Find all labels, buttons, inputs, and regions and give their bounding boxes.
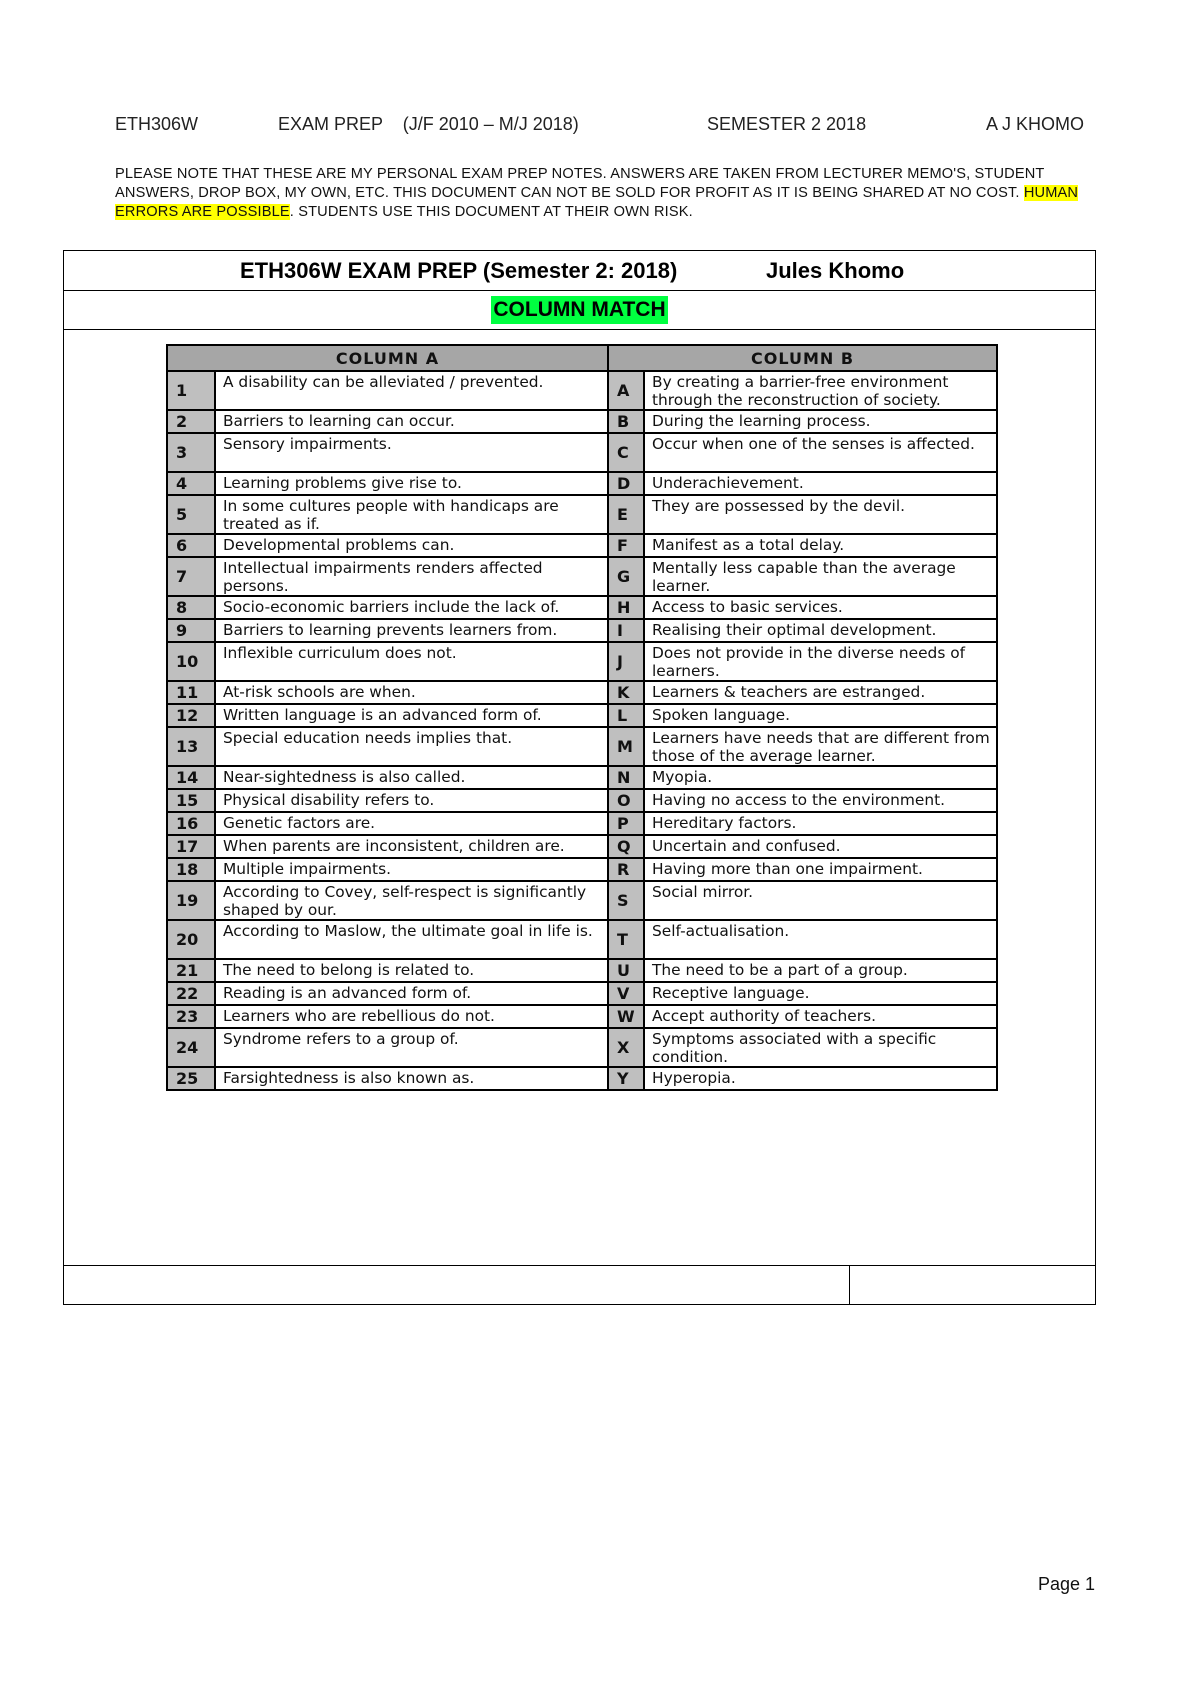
row-number: 12 xyxy=(167,704,215,727)
column-a-text: Physical disability refers to. xyxy=(215,789,608,812)
table-row xyxy=(167,596,997,619)
row-letter: K xyxy=(608,681,644,704)
row-letter: A xyxy=(608,371,644,410)
row-letter: M xyxy=(608,727,644,766)
row-letter: L xyxy=(608,704,644,727)
row-number: 23 xyxy=(167,1005,215,1028)
column-b-text: During the learning process. xyxy=(644,410,997,433)
column-a-text: Multiple impairments. xyxy=(215,858,608,881)
row-number: 18 xyxy=(167,858,215,881)
column-b-text: The need to be a part of a group. xyxy=(644,959,997,982)
notice-text-end: . STUDENTS USE THIS DOCUMENT AT THEIR OWN RISK. xyxy=(289,204,693,220)
column-a-text: According to Maslow, the ultimate goal in life is. xyxy=(215,920,608,959)
column-a-text: A disability can be alleviated / prevented. xyxy=(215,371,608,410)
column-b-text: Uncertain and confused. xyxy=(644,835,997,858)
column-b-text: Manifest as a total delay. xyxy=(644,534,997,557)
row-number: 21 xyxy=(167,959,215,982)
table-row xyxy=(167,789,997,812)
column-b-text: Learners & teachers are estranged. xyxy=(644,681,997,704)
column-b-text: Spoken language. xyxy=(644,704,997,727)
column-a-text: Written language is an advanced form of. xyxy=(215,704,608,727)
footer-divider xyxy=(849,1266,850,1305)
row-letter: Q xyxy=(608,835,644,858)
column-b-text: Hereditary factors. xyxy=(644,812,997,835)
row-letter: H xyxy=(608,596,644,619)
table-row xyxy=(167,727,997,766)
header-semester: SEMESTER 2 2018 xyxy=(707,114,867,134)
column-b-text: Self-actualisation. xyxy=(644,920,997,959)
row-number: 7 xyxy=(167,557,215,596)
row-letter: W xyxy=(608,1005,644,1028)
row-number: 14 xyxy=(167,766,215,789)
row-number: 6 xyxy=(167,534,215,557)
column-a-text: Near-sightedness is also called. xyxy=(215,766,608,789)
column-b-text: Having more than one impairment. xyxy=(644,858,997,881)
column-b-text: Symptoms associated with a specific condition. xyxy=(644,1028,997,1067)
row-letter: G xyxy=(608,557,644,596)
row-number: 16 xyxy=(167,812,215,835)
column-b-text: Learners have needs that are different from those of the average learner. xyxy=(644,727,997,766)
table-row xyxy=(167,495,997,534)
row-letter: D xyxy=(608,472,644,495)
column-a-text: Farsightedness is also known as. xyxy=(215,1067,608,1090)
row-letter: X xyxy=(608,1028,644,1067)
column-b-text: Hyperopia. xyxy=(644,1067,997,1090)
page-header xyxy=(115,114,1095,138)
column-a-text: Inflexible curriculum does not. xyxy=(215,642,608,681)
column-a-text: The need to belong is related to. xyxy=(215,959,608,982)
table-row xyxy=(167,472,997,495)
column-a-header: COLUMN A xyxy=(167,345,608,371)
table-row xyxy=(167,812,997,835)
box-author: Jules Khomo xyxy=(766,258,905,283)
row-letter: P xyxy=(608,812,644,835)
row-letter: I xyxy=(608,619,644,642)
table-row xyxy=(167,642,997,681)
table-row xyxy=(167,371,997,410)
row-letter: B xyxy=(608,410,644,433)
table-row xyxy=(167,881,997,920)
row-number: 19 xyxy=(167,881,215,920)
row-number: 9 xyxy=(167,619,215,642)
column-b-text: Access to basic services. xyxy=(644,596,997,619)
table-row xyxy=(167,982,997,1005)
table-row xyxy=(167,766,997,789)
box-title: ETH306W EXAM PREP (Semester 2: 2018) xyxy=(240,258,678,283)
row-number: 15 xyxy=(167,789,215,812)
column-a-text: Sensory impairments. xyxy=(215,433,608,472)
row-number: 17 xyxy=(167,835,215,858)
column-b-text: Having no access to the environment. xyxy=(644,789,997,812)
header-author: A J KHOMO xyxy=(986,114,1085,134)
column-a-text: Developmental problems can. xyxy=(215,534,608,557)
column-match-table xyxy=(166,344,998,1091)
row-letter: S xyxy=(608,881,644,920)
column-b-text: They are possessed by the devil. xyxy=(644,495,997,534)
column-b-text: Receptive language. xyxy=(644,982,997,1005)
row-letter: Y xyxy=(608,1067,644,1090)
row-letter: V xyxy=(608,982,644,1005)
column-a-text: Socio-economic barriers include the lack of. xyxy=(215,596,608,619)
column-b-text: Myopia. xyxy=(644,766,997,789)
column-match-heading: COLUMN MATCH xyxy=(491,296,667,324)
row-letter: T xyxy=(608,920,644,959)
row-letter: O xyxy=(608,789,644,812)
table-row xyxy=(167,557,997,596)
table-row xyxy=(167,920,997,959)
table-header-row xyxy=(167,345,997,371)
column-a-text: Learning problems give rise to. xyxy=(215,472,608,495)
column-a-text: Reading is an advanced form of. xyxy=(215,982,608,1005)
row-number: 11 xyxy=(167,681,215,704)
table-row xyxy=(167,410,997,433)
column-b-text: Realising their optimal development. xyxy=(644,619,997,642)
column-b-text: Underachievement. xyxy=(644,472,997,495)
column-a-text: When parents are inconsistent, children are. xyxy=(215,835,608,858)
column-a-text: Barriers to learning can occur. xyxy=(215,410,608,433)
table-row xyxy=(167,858,997,881)
row-letter: E xyxy=(608,495,644,534)
table-row xyxy=(167,1028,997,1067)
notice-text: PLEASE NOTE THAT THESE ARE MY PERSONAL EXAM PREP NOTES. ANSWERS ARE TAKEN FROM LECTURER MEMO'S, STUDENT ANSWERS, DROP BOX, MY OWN, ETC. THIS DOCUMENT CAN NOT BE SOLD FOR PROFIT AS IT IS BEING SHARED AT NO COST. xyxy=(115,166,1045,201)
box-footer-row xyxy=(64,1265,1095,1305)
row-letter: C xyxy=(608,433,644,472)
row-number: 25 xyxy=(167,1067,215,1090)
column-b-text: Social mirror. xyxy=(644,881,997,920)
header-title: EXAM PREP (J/F 2010 – M/J 2018) xyxy=(278,114,579,134)
column-a-text: Genetic factors are. xyxy=(215,812,608,835)
column-b-text: By creating a barrier-free environment through the reconstruction of society. xyxy=(644,371,997,410)
row-number: 3 xyxy=(167,433,215,472)
row-number: 5 xyxy=(167,495,215,534)
column-b-text: Does not provide in the diverse needs of learners. xyxy=(644,642,997,681)
table-row xyxy=(167,835,997,858)
row-number: 8 xyxy=(167,596,215,619)
table-row xyxy=(167,1067,997,1090)
row-number: 24 xyxy=(167,1028,215,1067)
table-row xyxy=(167,433,997,472)
notice-highlight: HUMAN ERRORS ARE POSSIBLE xyxy=(115,185,1079,220)
table-row xyxy=(167,534,997,557)
column-a-text: Syndrome refers to a group of. xyxy=(215,1028,608,1067)
column-b-header: COLUMN B xyxy=(608,345,997,371)
row-number: 22 xyxy=(167,982,215,1005)
column-a-text: Barriers to learning prevents learners from. xyxy=(215,619,608,642)
table-row xyxy=(167,704,997,727)
table-row xyxy=(167,959,997,982)
column-a-text: Learners who are rebellious do not. xyxy=(215,1005,608,1028)
row-number: 10 xyxy=(167,642,215,681)
column-a-text: Special education needs implies that. xyxy=(215,727,608,766)
table-row xyxy=(167,681,997,704)
table-row xyxy=(167,1005,997,1028)
column-b-text: Mentally less capable than the average learner. xyxy=(644,557,997,596)
column-a-text: According to Covey, self-respect is significantly shaped by our. xyxy=(215,881,608,920)
row-number: 2 xyxy=(167,410,215,433)
row-number: 13 xyxy=(167,727,215,766)
column-b-text: Occur when one of the senses is affected. xyxy=(644,433,997,472)
column-a-text: In some cultures people with handicaps are treated as if. xyxy=(215,495,608,534)
row-number: 4 xyxy=(167,472,215,495)
disclaimer-notice xyxy=(115,165,1085,222)
column-a-text: Intellectual impairments renders affected persons. xyxy=(215,557,608,596)
row-letter: U xyxy=(608,959,644,982)
table-row xyxy=(167,619,997,642)
row-number: 20 xyxy=(167,920,215,959)
column-a-text: At-risk schools are when. xyxy=(215,681,608,704)
row-letter: F xyxy=(608,534,644,557)
row-letter: N xyxy=(608,766,644,789)
header-course-code: ETH306W xyxy=(115,114,199,134)
box-subtitle-row xyxy=(64,291,1095,330)
page-number: Page 1 xyxy=(1038,1574,1096,1594)
row-letter: J xyxy=(608,642,644,681)
row-number: 1 xyxy=(167,371,215,410)
box-title-row xyxy=(64,251,1095,291)
row-letter: R xyxy=(608,858,644,881)
table-body xyxy=(167,371,997,1090)
column-b-text: Accept authority of teachers. xyxy=(644,1005,997,1028)
